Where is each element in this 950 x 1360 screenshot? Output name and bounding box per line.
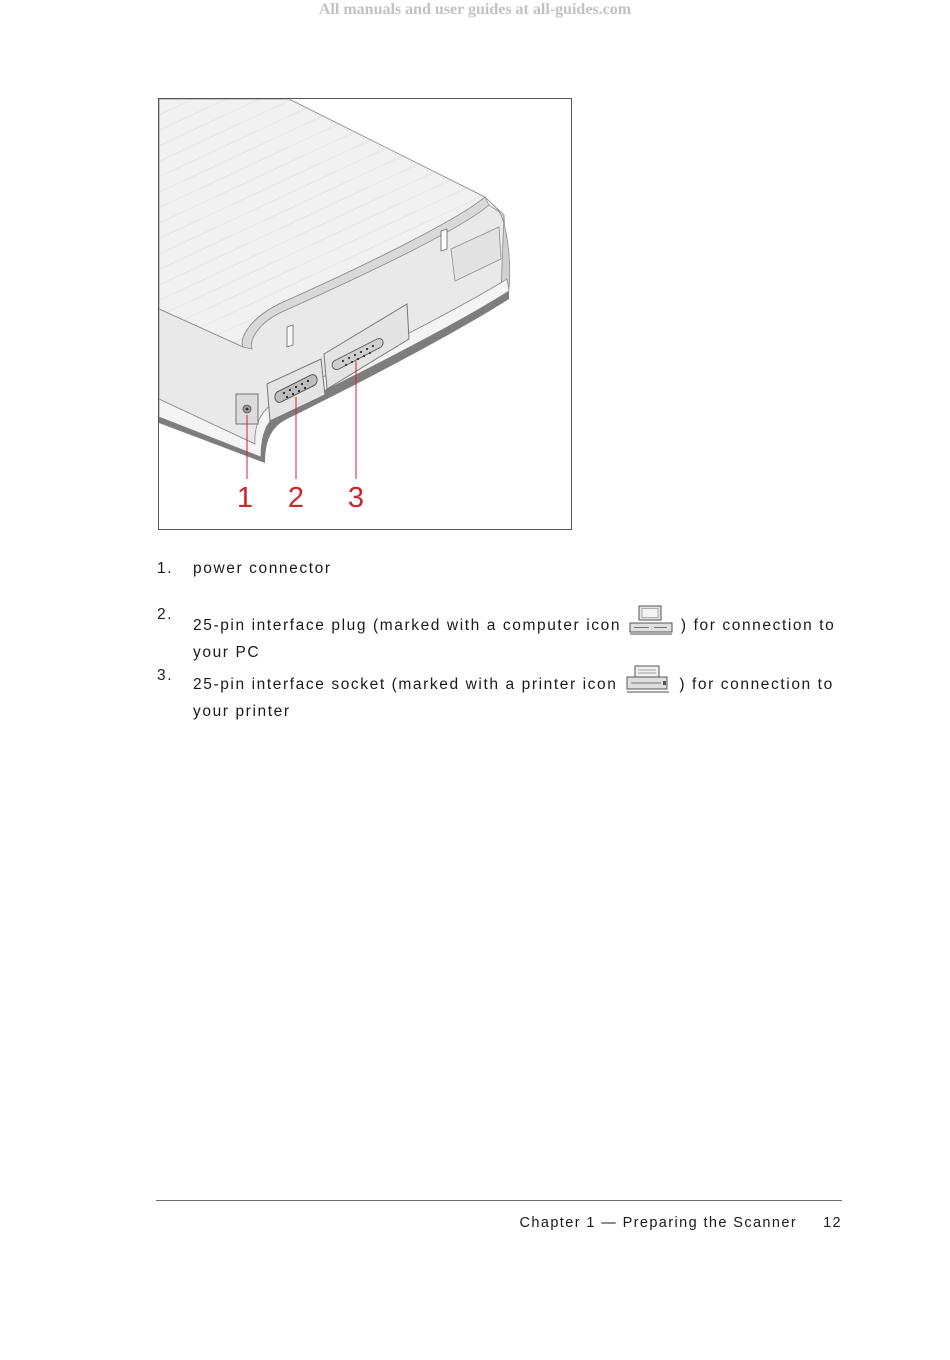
printer-icon [625,665,671,701]
watermark: All manuals and user guides at all-guides.com [318,1,632,18]
list-item [157,604,837,663]
list-text [193,665,837,722]
callout-label-2: 2 [287,482,305,514]
callout-label-3: 3 [347,482,365,514]
list-text: power connector [193,560,332,577]
page-footer [520,1215,842,1231]
list-text [193,604,837,663]
list-text-after: ) for connection to your printer [193,676,834,720]
list-number: 2. [157,606,174,623]
list-text-before: 25-pin interface socket (marked with a printer icon [193,676,618,693]
footer-chapter-title: Chapter 1 — Preparing the Scanner [519,1215,798,1231]
list-number: 1. [157,560,174,577]
list-item [157,558,332,579]
list-number: 3. [157,667,174,684]
list-text-before: 25-pin interface plug (marked with a computer icon [193,617,622,634]
callout-label-1: 1 [236,482,254,514]
footer-divider [156,1200,842,1201]
list-text-after: ) for connection to your PC [193,617,836,661]
page-number: 12 [823,1215,842,1231]
scanner-illustration [159,99,572,530]
computer-icon [629,604,673,642]
list-item [157,665,837,722]
scanner-figure [158,98,572,530]
